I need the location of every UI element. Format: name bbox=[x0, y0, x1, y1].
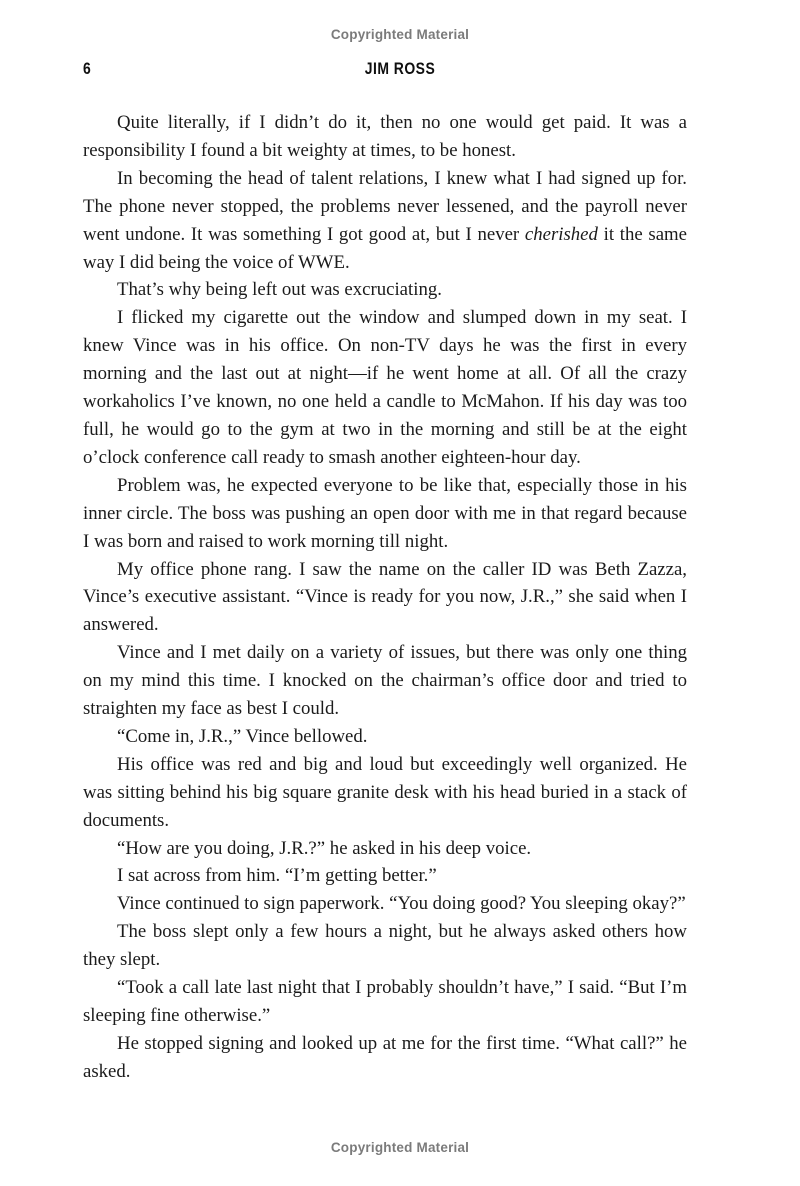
paragraph: “Took a call late last night that I probably shouldn’t have,” I said. “But I’m sleeping fine otherwise.” bbox=[83, 977, 687, 1026]
paragraph: In becoming the head of talent relations, I knew what I had signed up for. The phone never stopped, the problems never lessened, and the payroll never went undone. It was something I got good at, but I never cherished it the same way I did being the voice of WWE. bbox=[83, 167, 688, 273]
page-header bbox=[83, 59, 717, 81]
paragraph: The boss slept only a few hours a night, but he always asked others how they slept. bbox=[83, 921, 687, 971]
paragraph: “Come in, J.R.,” Vince bellowed. bbox=[117, 725, 368, 747]
paragraph: His office was red and big and loud but exceedingly well organized. He was sitting behind his big square granite desk with his head buried in a stack of documents. bbox=[83, 753, 687, 831]
copyright-notice-top: Copyrighted Material bbox=[330, 27, 470, 42]
paragraph: Problem was, he expected everyone to be like that, especially those in his inner circle. The boss was pushing an open door with me in that regard because I was born and raised to work morning till night. bbox=[83, 474, 687, 552]
paragraph: Vince and I met daily on a variety of issues, but there was only one thing on my mind this time. I knocked on the chairman’s office door and tried to straighten my face as best I could. bbox=[83, 642, 687, 720]
copyright-notice-bottom: Copyrighted Material bbox=[330, 1140, 470, 1155]
paragraph: That’s why being left out was excruciating. bbox=[117, 279, 442, 301]
paragraph: I sat across from him. “I’m getting better.” bbox=[117, 865, 437, 887]
paragraph: I flicked my cigarette out the window and slumped down in my seat. I knew Vince was in his office. On non-TV days he was the first in every morning and the last out at night—if he went home at all. Of all the crazy workaholics I’ve known, no one held a candle to McMahon. If his day was too full, he would go to the gym at two in the morning and still be at the eight o’clock conference call ready to smash another eighteen-hour day. bbox=[83, 307, 687, 468]
paragraph: Quite literally, if I didn’t do it, then no one would get paid. It was a responsibility I found a bit weighty at times, to be honest. bbox=[83, 112, 687, 161]
page-number: 6 bbox=[83, 59, 91, 78]
body-text bbox=[83, 109, 687, 1086]
paragraph: My office phone rang. I saw the name on the caller ID was Beth Zazza, Vince’s executive assistant. “Vince is ready for you now, J.R.,” she said when I answered. bbox=[83, 558, 687, 636]
paragraph: Vince continued to sign paperwork. “You doing good? You sleeping okay?” bbox=[117, 893, 686, 915]
running-head: JIM ROSS bbox=[364, 59, 436, 78]
paragraph: He stopped signing and looked up at me for the first time. “What call?” he asked. bbox=[83, 1032, 687, 1082]
paragraph: “How are you doing, J.R.?” he asked in his deep voice. bbox=[117, 837, 532, 859]
